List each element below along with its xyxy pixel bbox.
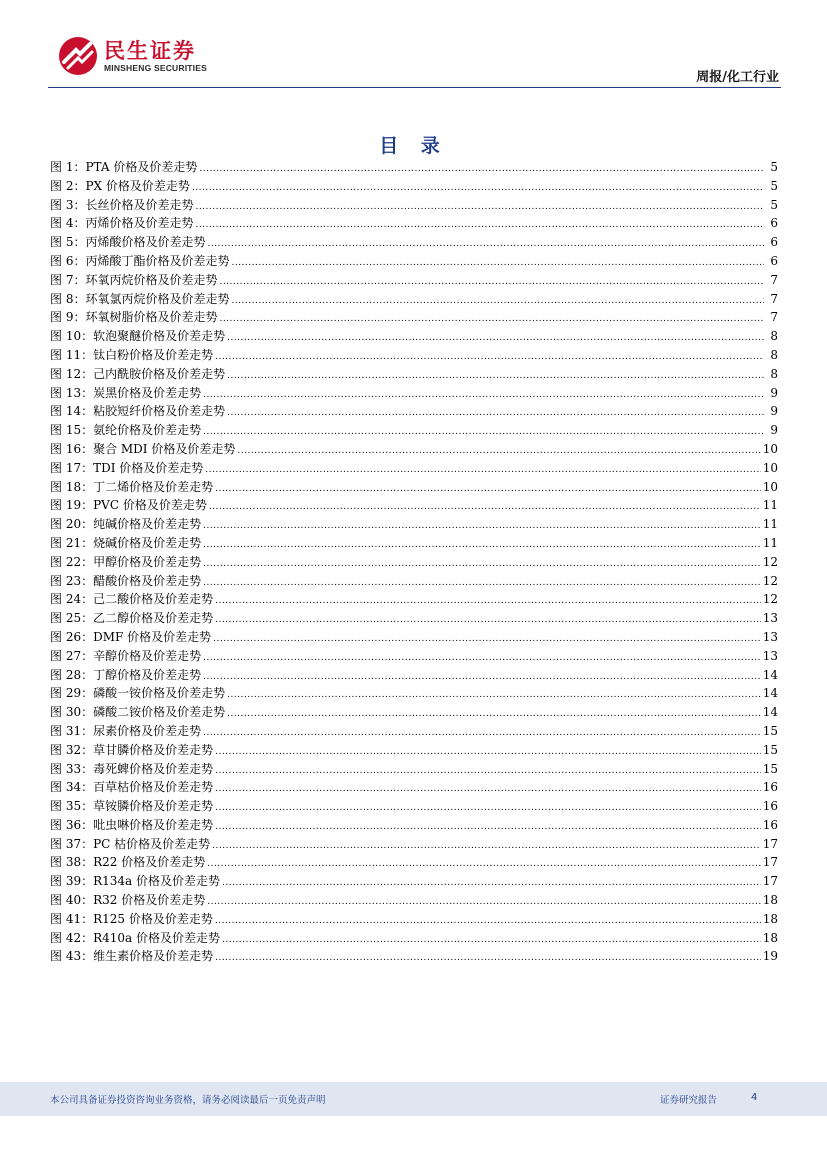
toc-dot-leader (215, 609, 761, 630)
toc-dot-leader (231, 252, 764, 273)
toc-entry[interactable] (50, 703, 778, 722)
toc-entry[interactable] (50, 478, 778, 497)
company-logo (58, 36, 207, 76)
toc-dot-leader (195, 214, 764, 235)
toc-entry-label: 图 40：R32 价格及价差走势 (50, 893, 206, 908)
toc-entry-label: 图 17：TDI 价格及价差走势 (50, 460, 204, 475)
toc-dot-leader (215, 778, 761, 799)
toc-entry-page: 11 (762, 498, 778, 513)
toc-entry[interactable] (50, 421, 778, 440)
toc-dot-leader (215, 910, 761, 931)
toc-entry[interactable] (50, 233, 778, 252)
toc-entry[interactable] (50, 853, 778, 872)
toc-entry-label: 图 33：毒死蜱价格及价差走势 (50, 761, 214, 776)
toc-dot-leader (227, 327, 764, 348)
toc-entry-page: 13 (762, 629, 778, 644)
toc-entry[interactable] (50, 872, 778, 891)
toc-dot-leader (212, 835, 761, 856)
toc-dot-leader (213, 628, 761, 649)
toc-entry-page: 10 (762, 460, 778, 475)
header-divider (48, 87, 781, 88)
toc-entry[interactable] (50, 910, 778, 929)
toc-entry-page: 13 (762, 648, 778, 663)
toc-entry-page: 17 (762, 855, 778, 870)
toc-entry[interactable] (50, 459, 778, 478)
footer-page-number: 4 (751, 1092, 758, 1103)
toc-entry-page: 9 (770, 404, 778, 419)
toc-entry-label: 图 23：醋酸价格及价差走势 (50, 573, 202, 588)
toc-entry[interactable] (50, 590, 778, 609)
toc-entry-page: 17 (762, 836, 778, 851)
toc-entry-label: 图 10：软泡聚醚价格及价差走势 (50, 329, 226, 344)
toc-dot-leader (227, 402, 764, 423)
toc-entry-page: 8 (770, 329, 778, 344)
toc-entry[interactable] (50, 778, 778, 797)
toc-dot-leader (209, 496, 761, 517)
toc-entry-label: 图 39：R134a 价格及价差走势 (50, 874, 220, 889)
toc-entry-page: 14 (762, 667, 778, 682)
toc-entry-label: 图 15：氨纶价格及价差走势 (50, 423, 202, 438)
toc-entry[interactable] (50, 214, 778, 233)
toc-dot-leader (199, 158, 764, 179)
toc-entry[interactable] (50, 252, 778, 271)
toc-entry[interactable] (50, 684, 778, 703)
toc-entry-page: 16 (762, 780, 778, 795)
toc-dot-leader (227, 703, 761, 724)
toc-entry-label: 图 34：百草枯价格及价差走势 (50, 780, 214, 795)
toc-entry[interactable] (50, 666, 778, 685)
toc-dot-leader (207, 853, 761, 874)
toc-dot-leader (215, 947, 761, 968)
toc-dot-leader (215, 741, 761, 762)
toc-entry[interactable] (50, 308, 778, 327)
toc-entry-label: 图 21：烧碱价格及价差走势 (50, 535, 202, 550)
toc-entry-label: 图 11：钛白粉价格及价差走势 (50, 347, 214, 362)
toc-dot-leader (195, 196, 764, 217)
toc-entry[interactable] (50, 760, 778, 779)
toc-entry-label: 图 30：磷酸二铵价格及价差走势 (50, 705, 226, 720)
toc-entry-page: 11 (762, 517, 778, 532)
toc-entry-label: 图 13：炭黑价格及价差走势 (50, 385, 202, 400)
toc-entry[interactable] (50, 365, 778, 384)
toc-entry-label: 图 25：乙二醇价格及价差走势 (50, 611, 214, 626)
toc-entry[interactable] (50, 158, 778, 177)
toc-dot-leader (227, 365, 764, 386)
toc-entry-label: 图 16：聚合 MDI 价格及价差走势 (50, 441, 236, 456)
toc-dot-leader (219, 308, 764, 329)
toc-dot-leader (222, 929, 761, 950)
toc-entry-label: 图 5：丙烯酸价格及价差走势 (50, 235, 206, 250)
toc-entry[interactable] (50, 196, 778, 215)
toc-dot-leader (215, 816, 761, 837)
toc-entry-page: 11 (762, 535, 778, 550)
toc-entry-page: 14 (762, 705, 778, 720)
toc-entry-page: 12 (762, 592, 778, 607)
toc-entry-label: 图 32：草甘膦价格及价差走势 (50, 742, 214, 757)
report-type-label: 周报/化工行业 (696, 70, 779, 85)
toc-entry[interactable] (50, 741, 778, 760)
toc-entry-label: 图 38：R22 价格及价差走势 (50, 855, 206, 870)
toc-entry-page: 12 (762, 554, 778, 569)
toc-entry[interactable] (50, 384, 778, 403)
toc-entry-label: 图 9：环氧树脂价格及价差走势 (50, 310, 218, 325)
toc-entry-page: 7 (770, 291, 778, 306)
toc-entry-label: 图 20：纯碱价格及价差走势 (50, 517, 202, 532)
toc-entry-label: 图 14：粘胶短纤价格及价差走势 (50, 404, 226, 419)
toc-entry-label: 图 43：维生素价格及价差走势 (50, 949, 214, 964)
toc-entry-label: 图 18：丁二烯价格及价差走势 (50, 479, 214, 494)
toc-entry[interactable] (50, 177, 778, 196)
toc-entry[interactable] (50, 609, 778, 628)
minsheng-logo-icon (58, 36, 98, 76)
toc-entry-label: 图 4：丙烯价格及价差走势 (50, 216, 194, 231)
toc-entry[interactable] (50, 628, 778, 647)
toc-entry[interactable] (50, 515, 778, 534)
toc-entry[interactable] (50, 572, 778, 591)
toc-entry-label: 图 12：己内酰胺价格及价差走势 (50, 366, 226, 381)
toc-entry-label: 图 22：甲醇价格及价差走势 (50, 554, 202, 569)
toc-entry-label: 图 8：环氧氯丙烷价格及价差走势 (50, 291, 230, 306)
table-of-contents (50, 158, 778, 966)
toc-entry-page: 5 (770, 160, 778, 174)
toc-entry-page: 13 (762, 611, 778, 626)
toc-dot-leader (237, 440, 760, 461)
toc-dot-leader (219, 271, 764, 292)
toc-title: 目 录 (379, 135, 448, 157)
toc-entry-page: 15 (762, 742, 778, 757)
page-header (0, 0, 827, 100)
toc-dot-leader (203, 515, 761, 536)
toc-dot-leader (222, 872, 761, 893)
toc-entry-page: 18 (762, 893, 778, 908)
toc-dot-leader (227, 684, 761, 705)
toc-entry-page: 18 (762, 930, 778, 945)
toc-dot-leader (192, 177, 764, 198)
toc-entry[interactable] (50, 534, 778, 553)
toc-entry[interactable] (50, 402, 778, 421)
toc-entry[interactable] (50, 835, 778, 854)
toc-dot-leader (203, 666, 761, 687)
toc-entry-label: 图 19：PVC 价格及价差走势 (50, 498, 207, 513)
toc-entry-page: 5 (770, 178, 778, 193)
toc-entry-label: 图 35：草铵膦价格及价差走势 (50, 799, 214, 814)
toc-entry-page: 16 (762, 799, 778, 814)
toc-entry[interactable] (50, 290, 778, 309)
toc-entry-label: 图 42：R410a 价格及价差走势 (50, 930, 220, 945)
toc-entry-page: 18 (762, 911, 778, 926)
toc-entry-page: 8 (770, 366, 778, 381)
toc-entry-label: 图 41：R125 价格及价差走势 (50, 911, 213, 926)
toc-entry-label: 图 6：丙烯酸丁酯价格及价差走势 (50, 253, 230, 268)
logo-chinese-name: 民生证券 (104, 39, 196, 63)
toc-dot-leader (203, 572, 761, 593)
toc-entry-label: 图 24：己二酸价格及价差走势 (50, 592, 214, 607)
toc-entry-page: 8 (770, 347, 778, 362)
toc-entry-label: 图 31：尿素价格及价差走势 (50, 723, 202, 738)
toc-entry-page: 6 (770, 253, 778, 268)
toc-entry[interactable] (50, 553, 778, 572)
page-footer (0, 1082, 827, 1116)
toc-dot-leader (215, 760, 761, 781)
toc-entry-page: 14 (762, 686, 778, 701)
toc-entry-page: 15 (762, 761, 778, 776)
toc-entry[interactable] (50, 947, 778, 966)
toc-entry-label: 图 2：PX 价格及价差走势 (50, 178, 190, 193)
toc-entry-page: 10 (762, 441, 778, 456)
footer-doc-type: 证券研究报告 (660, 1095, 718, 1106)
toc-entry-label: 图 26：DMF 价格及价差走势 (50, 629, 212, 644)
toc-entry-label: 图 29：磷酸一铵价格及价差走势 (50, 686, 226, 701)
toc-entry-page: 6 (770, 216, 778, 231)
toc-entry[interactable] (50, 816, 778, 835)
toc-dot-leader (203, 534, 761, 555)
toc-entry-label: 图 7：环氧丙烷价格及价差走势 (50, 272, 218, 287)
toc-entry-label: 图 27：辛醇价格及价差走势 (50, 648, 202, 663)
toc-dot-leader (203, 421, 764, 442)
toc-entry[interactable] (50, 891, 778, 910)
toc-entry-label: 图 37：PC 枯价格及价差走势 (50, 836, 211, 851)
toc-dot-leader (215, 346, 764, 367)
toc-dot-leader (205, 459, 760, 480)
toc-entry-label: 图 28：丁醇价格及价差走势 (50, 667, 202, 682)
toc-entry-label: 图 36：吡虫啉价格及价差走势 (50, 817, 214, 832)
toc-entry-page: 16 (762, 817, 778, 832)
toc-dot-leader (231, 290, 764, 311)
toc-entry-page: 17 (762, 874, 778, 889)
toc-dot-leader (215, 590, 761, 611)
toc-entry[interactable] (50, 271, 778, 290)
toc-entry-page: 19 (762, 949, 778, 964)
toc-entry-page: 6 (770, 235, 778, 250)
toc-entry[interactable] (50, 797, 778, 816)
toc-entry-page: 15 (762, 723, 778, 738)
footer-disclaimer: 本公司具备证券投资咨询业务资格，请务必阅读最后一页免责声明 (50, 1095, 326, 1106)
toc-entry[interactable] (50, 440, 778, 459)
toc-entry-page: 12 (762, 573, 778, 588)
toc-entry-page: 9 (770, 385, 778, 400)
toc-entry-label: 图 3：长丝价格及价差走势 (50, 197, 194, 212)
toc-entry[interactable] (50, 647, 778, 666)
toc-dot-leader (215, 478, 761, 499)
toc-entry[interactable] (50, 327, 778, 346)
toc-entry-page: 9 (770, 423, 778, 438)
toc-dot-leader (203, 384, 764, 405)
toc-entry[interactable] (50, 346, 778, 365)
toc-entry-page: 10 (762, 479, 778, 494)
toc-dot-leader (203, 722, 761, 743)
toc-entry-page: 7 (770, 310, 778, 325)
toc-entry[interactable] (50, 722, 778, 741)
toc-entry[interactable] (50, 496, 778, 515)
toc-entry[interactable] (50, 929, 778, 948)
toc-entry-page: 7 (770, 272, 778, 287)
logo-english-name: MINSHENG SECURITIES (104, 63, 207, 73)
toc-dot-leader (203, 553, 761, 574)
toc-dot-leader (207, 891, 761, 912)
toc-entry-label: 图 1：PTA 价格及价差走势 (50, 160, 198, 174)
toc-entry-page: 5 (770, 197, 778, 212)
toc-dot-leader (207, 233, 764, 254)
toc-dot-leader (203, 647, 761, 668)
toc-dot-leader (215, 797, 761, 818)
